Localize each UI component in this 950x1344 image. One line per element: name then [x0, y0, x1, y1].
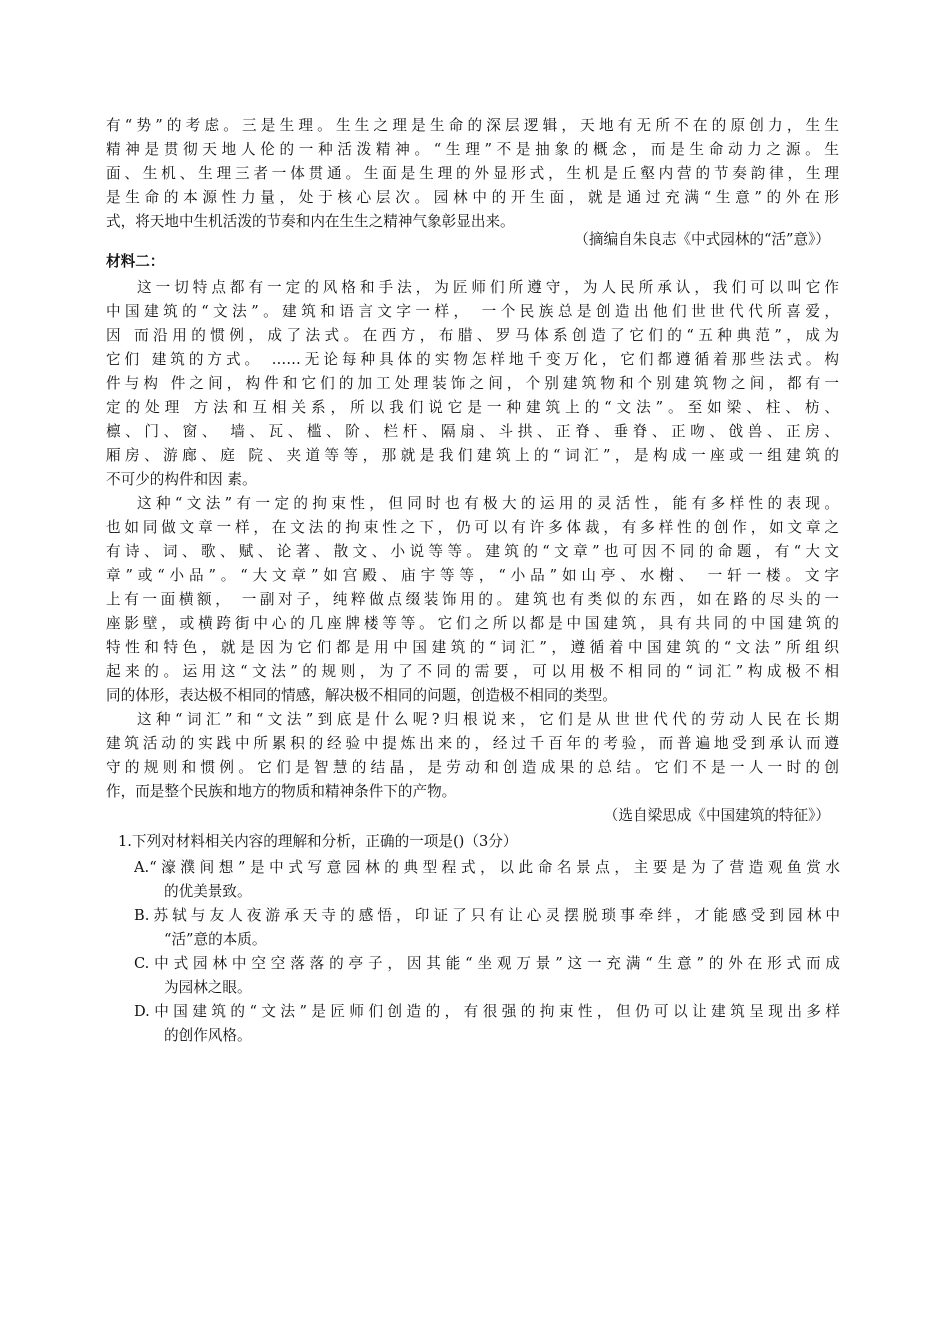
material2-p1-line: 它们 建筑的方式。 ……无论每种具体的实物怎样地千变万化，它们都遵循着那些法式。构: [106, 351, 839, 368]
option-d-label: D.: [134, 1003, 150, 1020]
material2-p1-line: 厢房、游廊、庭 院、夹道等等，那就是我们建筑上的“词汇”，是构成一座或一组建筑的: [106, 447, 839, 464]
passage1-source: （摘编自朱良志《中式园林的“活”意》）: [574, 231, 830, 248]
passage1-line: 是生命的本源性力量，处于核心层次。园林中的开生面，就是通过充满“生意”的外在形: [106, 189, 839, 206]
option-a[interactable]: [134, 856, 840, 880]
option-a-text: “濠濮间想”是中式写意园林的典型程式，以此命名景点，主要是为了营造观鱼赏水: [149, 859, 840, 876]
material2-p2-line: 也如同做文章一样，在文法的拘束性之下，仍可以有许多体裁，有多样性的创作，如文章之: [106, 519, 839, 536]
question1-stem: 1.下列对材料相关内容的理解和分析，正确的一项是()（3分）: [118, 833, 518, 850]
material2-p2-line: 同的体形，表达极不相同的情感，解决极不相同的问题，创造极不相同的类型。: [106, 687, 617, 704]
material2-p3-line: 建筑活动的实践中所累积的经验中提炼出来的，经过千百年的考验，而普遍地受到承认而遵: [106, 735, 839, 752]
material2-p1-line: 件与构 件之间，构件和它们的加工处理装饰之间，个别建筑物和个别建筑物之间，都有一: [106, 375, 839, 392]
option-c-cont: 为园林之眼。: [164, 979, 252, 996]
option-d[interactable]: [134, 1000, 840, 1024]
material2-p2-line: 章”或“小品”。“大文章”如宫殿、庙宇等等，“小品”如山亭、水榭、 一轩一楼。文字: [106, 567, 839, 584]
option-c-label: C.: [134, 955, 150, 972]
option-b-cont: “活”意的本质。: [164, 931, 267, 948]
material2-heading: 材料二：: [106, 253, 165, 270]
option-a-label: A.: [134, 859, 150, 876]
option-c[interactable]: [134, 952, 840, 976]
option-b-label: B.: [134, 907, 150, 924]
option-b-text: 苏轼与友人夜游承天寺的感悟，印证了只有让心灵摆脱琐事牵绊，才能感受到园林中: [149, 907, 840, 924]
material2-p1-line: 定的处理 方法和互相关系，所以我们说它是一种建筑上的“文法”。至如梁、柱、枋、: [106, 399, 839, 416]
material2-p2-line: 起来的。运用这“文法”的规则，为了不同的需要，可以用极不相同的“词汇”构成极不相: [106, 663, 839, 680]
passage1-line: 面、生机、生理三者一体贯通。生面是生理的外显形式，生机是丘壑内营的节奏韵律，生理: [106, 165, 839, 182]
material2-p2-line: 特性和特色，就是因为它们都是用中国建筑的“词汇”，遵循着中国建筑的“文法”所组织: [106, 639, 839, 656]
passage1-line: 式，将天地中生机活泼的节奏和内在生生之精神气象彰显出来。: [106, 213, 515, 230]
option-d-text: 中国建筑的“文法”是匠师们创造的，有很强的拘束性，但仍可以让建筑呈现出多样: [149, 1003, 840, 1020]
material2-p1-line: 不可少的构件和因 素。: [106, 471, 257, 488]
material2-p1-line: 因 而沿用的惯例，成了法式。在西方，布腊、罗马体系创造了它们的“五种典范”，成为: [106, 327, 839, 344]
material2-p2-line: 座影壁，或横跨街中心的几座牌楼等等。它们之所以都是中国建筑，具有共同的中国建筑的: [106, 615, 839, 632]
material2-p1-line: 中国建筑的“文法”。建筑和语言文字一样， 一个民族总是创造出他们世世代代所喜爱，: [106, 303, 839, 320]
material2-p2-line: 这种“文法”有一定的拘束性，但同时也有极大的运用的灵活性，能有多样性的表现。: [137, 495, 839, 512]
material2-source: （选自梁思成《中国建筑的特征》）: [603, 807, 830, 824]
material2-p2-line: 有诗、词、歌、赋、论著、散文、小说等等。建筑的“文章”也可因不同的命题，有“大文: [106, 543, 839, 560]
material2-p3-line: 守的规则和惯例。它们是智慧的结晶，是劳动和创造成果的总结。它们不是一人一时的创: [106, 759, 839, 776]
material2-p2-line: 上有一面横额， 一副对子，纯粹做点缀装饰用的。建筑也有类似的东西，如在路的尽头的一: [106, 591, 839, 608]
material2-p3-line: 作，而是整个民族和地方的物质和精神条件下的产物。: [106, 783, 457, 800]
option-c-text: 中式园林中空空落落的亭子，因其能“坐观万景”这一充满“生意”的外在形式而成: [149, 955, 840, 972]
material2-p1-line: 檩、门、窗、 墙、瓦、槛、阶、栏杆、隔扇、斗拱、正脊、垂脊、正吻、戗兽、正房、: [106, 423, 839, 440]
option-a-cont: 的优美景致。: [164, 883, 252, 900]
material2-p3-line: 这种“词汇”和“文法”到底是什么呢?归根说来，它们是从世世代代的劳动人民在长期: [137, 711, 839, 728]
passage1-line: 有“势”的考虑。三是生理。生生之理是生命的深层逻辑，天地有无所不在的原创力，生生: [106, 117, 839, 134]
option-d-cont: 的创作风格。: [164, 1027, 252, 1044]
passage1-line: 精神是贯彻天地人伦的一种活泼精神。“生理”不是抽象的概念，而是生命动力之源。生: [106, 141, 839, 158]
option-b[interactable]: [134, 904, 840, 928]
material2-p1-line: 这一切特点都有一定的风格和手法，为匠师们所遵守，为人民所承认，我们可以叫它作: [137, 279, 839, 296]
